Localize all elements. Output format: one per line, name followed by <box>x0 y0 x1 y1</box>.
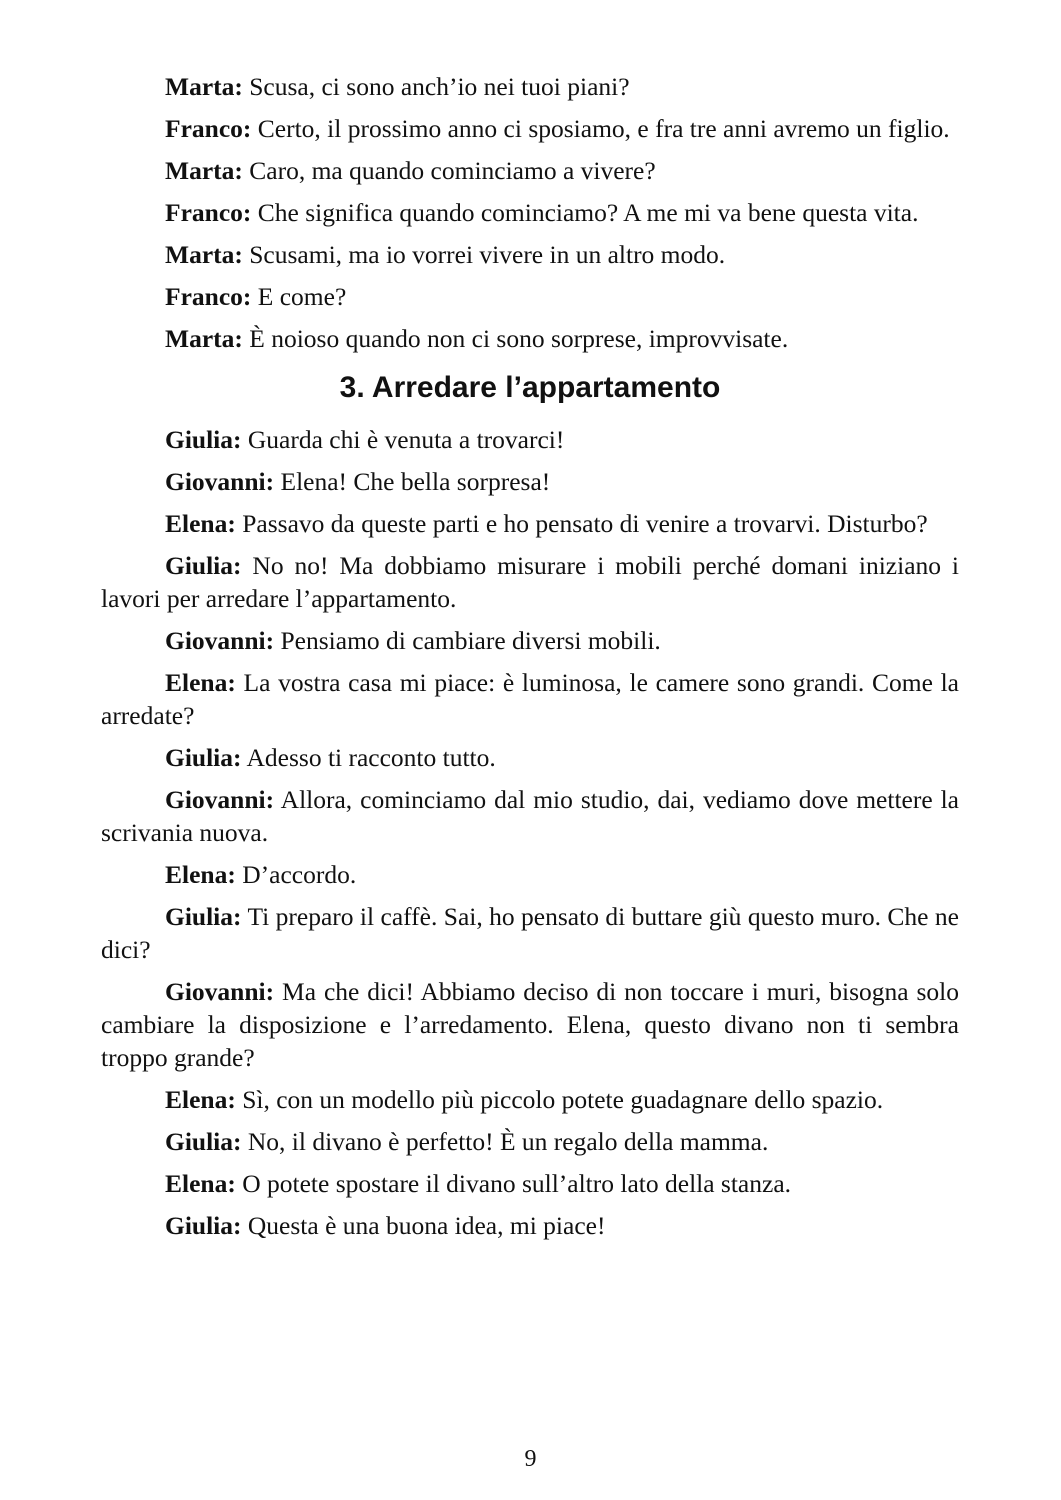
page-body <box>101 70 959 1251</box>
dialogue-line <box>101 1167 959 1200</box>
dialogue-line <box>101 975 959 1074</box>
line-text: Ti preparo il caffè. Sai, ho pensato di buttare giù questo muro. Che ne dici? <box>101 902 959 964</box>
dialogue-line <box>101 858 959 891</box>
dialogue-line <box>101 238 959 271</box>
dialogue-line <box>101 112 959 145</box>
line-text: Elena! Che bella sorpresa! <box>274 467 551 496</box>
speaker-name: Giovanni: <box>165 467 275 496</box>
speaker-name: Elena: <box>165 860 236 889</box>
speaker-name: Marta: <box>165 324 243 353</box>
speaker-name: Elena: <box>165 1169 236 1198</box>
line-text: Questa è una buona idea, mi piace! <box>241 1211 606 1240</box>
speaker-name: Elena: <box>165 509 236 538</box>
speaker-name: Franco: <box>165 282 252 311</box>
dialogue-line <box>101 154 959 187</box>
line-text: No, il divano è perfetto! È un regalo della mamma. <box>241 1127 769 1156</box>
dialogue-line <box>101 1125 959 1158</box>
speaker-name: Marta: <box>165 72 243 101</box>
speaker-name: Marta: <box>165 156 243 185</box>
line-text: E come? <box>251 282 347 311</box>
line-text: O potete spostare il divano sull’altro lato della stanza. <box>235 1169 792 1198</box>
speaker-name: Elena: <box>165 1085 236 1114</box>
speaker-name: Franco: <box>165 198 252 227</box>
dialogue-line <box>101 549 959 615</box>
page-number: 9 <box>524 1446 537 1472</box>
dialogue-line <box>101 1083 959 1116</box>
line-text: Adesso ti racconto tutto. <box>241 743 496 772</box>
speaker-name: Giovanni: <box>165 626 275 655</box>
speaker-name: Giulia: <box>165 1127 242 1156</box>
dialogue-line <box>101 666 959 732</box>
speaker-name: Giulia: <box>165 743 242 772</box>
dialogue-line <box>101 465 959 498</box>
line-text: Scusami, ma io vorrei vivere in un altro modo. <box>242 240 726 269</box>
dialogue-line <box>101 507 959 540</box>
line-text: Certo, il prossimo anno ci sposiamo, e fra tre anni avremo un figlio. <box>251 114 950 143</box>
dialogue-line <box>101 900 959 966</box>
speaker-name: Giulia: <box>165 551 242 580</box>
line-text: Ma che dici! Abbiamo deciso di non toccare i muri, bisogna solo cambiare la disposizione e l’arredamento. Elena, questo divano non ti sembra troppo grande? <box>101 977 959 1072</box>
line-text: La vostra casa mi piace: è luminosa, le camere sono grandi. Come la arredate? <box>101 668 959 730</box>
dialogue-section <box>101 423 959 1242</box>
line-text: Sì, con un modello più piccolo potete guadagnare dello spazio. <box>235 1085 884 1114</box>
line-text: D’accordo. <box>235 860 357 889</box>
dialogue-line <box>101 783 959 849</box>
line-text: Pensiamo di cambiare diversi mobili. <box>274 626 661 655</box>
dialogue-line <box>101 1209 959 1242</box>
speaker-name: Elena: <box>165 668 236 697</box>
line-text: Caro, ma quando cominciamo a vivere? <box>242 156 656 185</box>
speaker-name: Giovanni: <box>165 785 275 814</box>
speaker-name: Giovanni: <box>165 977 275 1006</box>
dialogue-line <box>101 70 959 103</box>
dialogue-line <box>101 196 959 229</box>
dialogue-line <box>101 624 959 657</box>
speaker-name: Giulia: <box>165 902 242 931</box>
speaker-name: Marta: <box>165 240 243 269</box>
line-text: Che significa quando cominciamo? A me mi va bene questa vita. <box>251 198 919 227</box>
speaker-name: Giulia: <box>165 425 242 454</box>
dialogue-line <box>101 280 959 313</box>
line-text: Passavo da queste parti e ho pensato di venire a trovarvi. Disturbo? <box>235 509 928 538</box>
dialogue-top <box>101 70 959 355</box>
dialogue-line <box>101 423 959 456</box>
speaker-name: Giulia: <box>165 1211 242 1240</box>
line-text: Scusa, ci sono anch’io nei tuoi piani? <box>242 72 630 101</box>
dialogue-line <box>101 322 959 355</box>
speaker-name: Franco: <box>165 114 252 143</box>
line-text: Guarda chi è venuta a trovarci! <box>241 425 565 454</box>
dialogue-line <box>101 741 959 774</box>
section-heading: 3. Arredare l’appartamento <box>339 371 721 404</box>
line-text: Allora, cominciamo dal mio studio, dai, vediamo dove mettere la scrivania nuova. <box>101 785 959 847</box>
line-text: È noioso quando non ci sono sorprese, improvvisate. <box>242 324 789 353</box>
line-text: No no! Ma dobbiamo misurare i mobili perché domani iniziano i lavori per arredare l’appartamento. <box>101 551 959 613</box>
